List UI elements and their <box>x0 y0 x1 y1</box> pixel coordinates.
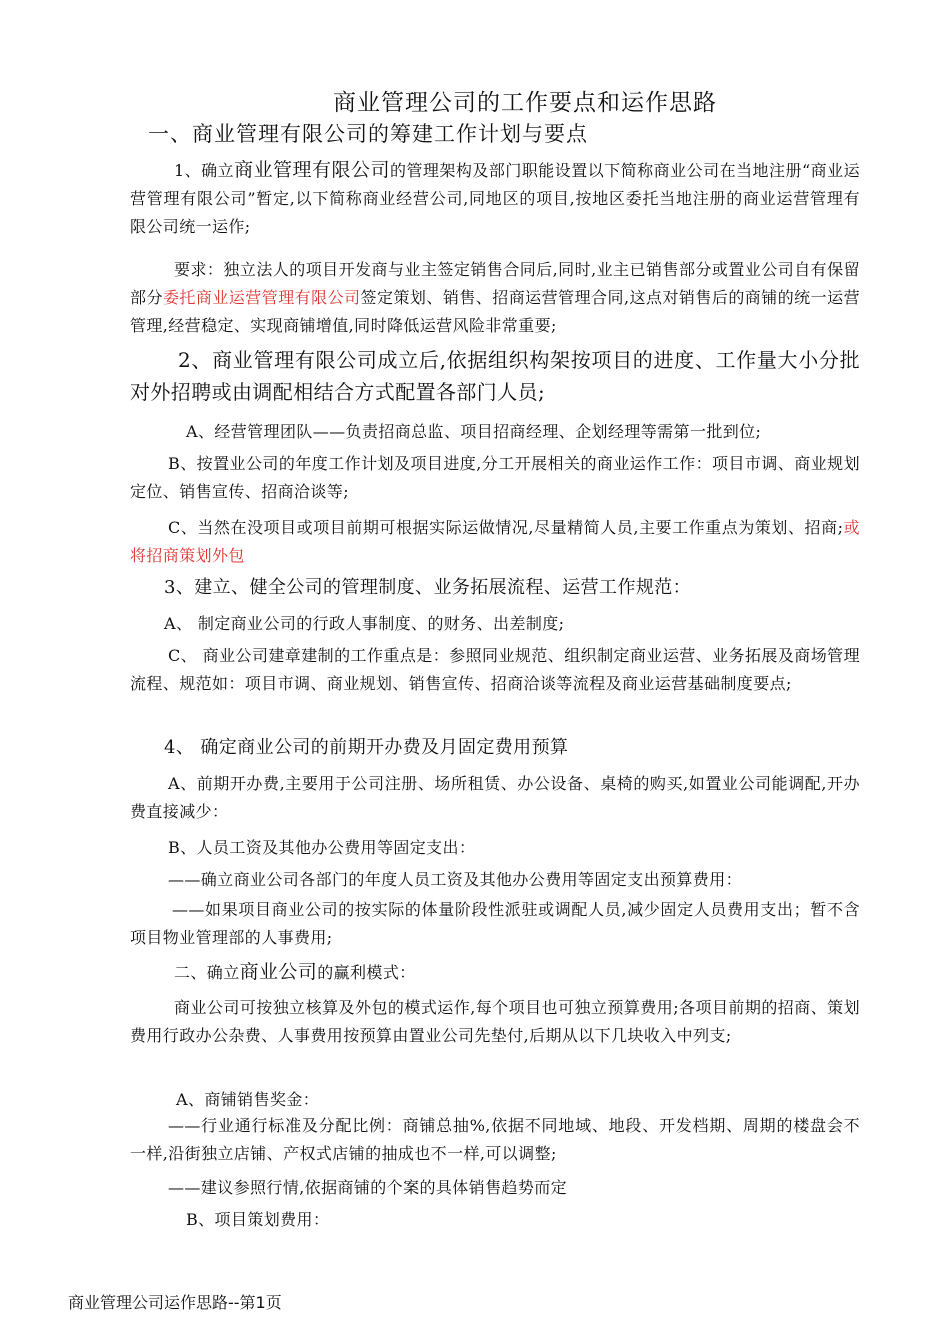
paragraph-11: A、前期开办费,主要用于公司注册、场所租赁、办公设备、桌椅的购买,如置业公司能调配,开办费直接减少： <box>130 774 860 821</box>
paragraph-1 <box>130 156 860 241</box>
paragraph-2-highlight: 委托商业运营管理有限公司 <box>162 288 361 307</box>
paragraph-2-before: 要求：独立法人的项目开发商与业主签定销售合同后,同时,业主已销售部分或置业公司自有保留部分 <box>130 260 860 307</box>
paragraph-15: 商业公司可按独立核算及外包的模式运作,每个项目也可独立预算费用;各项目前期的招商、策划费用行政办公杂费、人事费用按预算由置业公司先垫付,后期从以下几块收入中列支; <box>130 998 860 1045</box>
paragraph-9: C、 商业公司建章建制的工作重点是：参照同业规范、组织制定商业运营、业务拓展及商场管理流程、规范如：项目市调、商业规划、销售宣传、招商洽谈等流程及商业运营基础制度要点; <box>130 646 860 693</box>
paragraph-2-after: 签定策划、销售、招商运营管理合同,这点对销售后的商铺的统一运营管理,经营稳定、实现商铺增值,同时降低运营风险非常重要; <box>130 288 860 335</box>
paragraph-1-lead: 1、确立 <box>174 161 235 180</box>
section-1-heading: 一、商业管理有限公司的筹建工作计划与要点 <box>148 122 588 146</box>
paragraph-3: 2、商业管理有限公司成立后,依据组织构架按项目的进度、工作量大小分批对外招聘或由调配相结合方式配置各部门人员; <box>130 348 860 404</box>
paragraph-17: ——行业通行标准及分配比例：商铺总抽%,依据不同地域、地段、开发档期、周期的楼盘会不一样,沿街独立店铺、产权式店铺的抽成也不一样,可以调整; <box>130 1116 860 1163</box>
section-2-company: 商业公司 <box>239 961 318 983</box>
paragraph-4: A、经营管理团队——负责招商总监、项目招商经理、企划经理等需第一批到位; <box>186 422 762 441</box>
paragraph-1-company: 商业管理有限公司 <box>234 159 390 181</box>
paragraph-6-before: C、当然在没项目或项目前期可根据实际运做情况,尽量精简人员,主要工作重点为策划、招商; <box>168 518 844 537</box>
paragraph-12: B、人员工资及其他办公费用等固定支出： <box>168 838 476 857</box>
paragraph-8: A、 制定商业公司的行政人事制度、的财务、出差制度; <box>164 614 565 633</box>
paragraph-10: 4、 确定商业公司的前期开办费及月固定费用预算 <box>164 737 569 758</box>
paragraph-7: 3、建立、健全公司的管理制度、业务拓展流程、运营工作规范： <box>164 577 692 598</box>
paragraph-6-highlight: 或将招商策划外包 <box>130 518 860 565</box>
paragraph-1-rest: 的管理架构及部门职能设置以下简称商业公司在当地注册“商业运营管理有限公司”暂定,以下简称商业经营公司,同地区的项目,按地区委托当地注册的商业运营管理有限公司统一运作; <box>130 161 861 236</box>
paragraph-18: ——建议参照行情,依据商铺的个案的具体销售趋势而定 <box>168 1178 568 1197</box>
paragraph-2 <box>130 256 860 340</box>
paragraph-13: ——确立商业公司各部门的年度人员工资及其他办公费用等固定支出预算费用： <box>168 870 743 889</box>
section-2-rest: 的赢利模式： <box>317 963 416 982</box>
paragraph-6 <box>130 514 860 570</box>
paragraph-16: A、商铺销售奖金： <box>176 1090 320 1109</box>
paragraph-14: ——如果项目商业公司的按实际的体量阶段性派驻或调配人员,减少固定人员费用支出；暂不含项目物业管理部的人事费用; <box>130 900 860 947</box>
section-2-lead: 二、确立 <box>174 963 240 982</box>
page-footer: 商业管理公司运作思路--第1页 <box>68 1293 282 1312</box>
paragraph-19: B、项目策划费用： <box>186 1210 330 1229</box>
page-title: 商业管理公司的工作要点和运作思路 <box>333 90 717 116</box>
section-2-heading <box>130 958 860 987</box>
paragraph-5: B、按置业公司的年度工作计划及项目进度,分工开展相关的商业运作工作：项目市调、商业规划定位、销售宣传、招商洽谈等; <box>130 454 860 501</box>
